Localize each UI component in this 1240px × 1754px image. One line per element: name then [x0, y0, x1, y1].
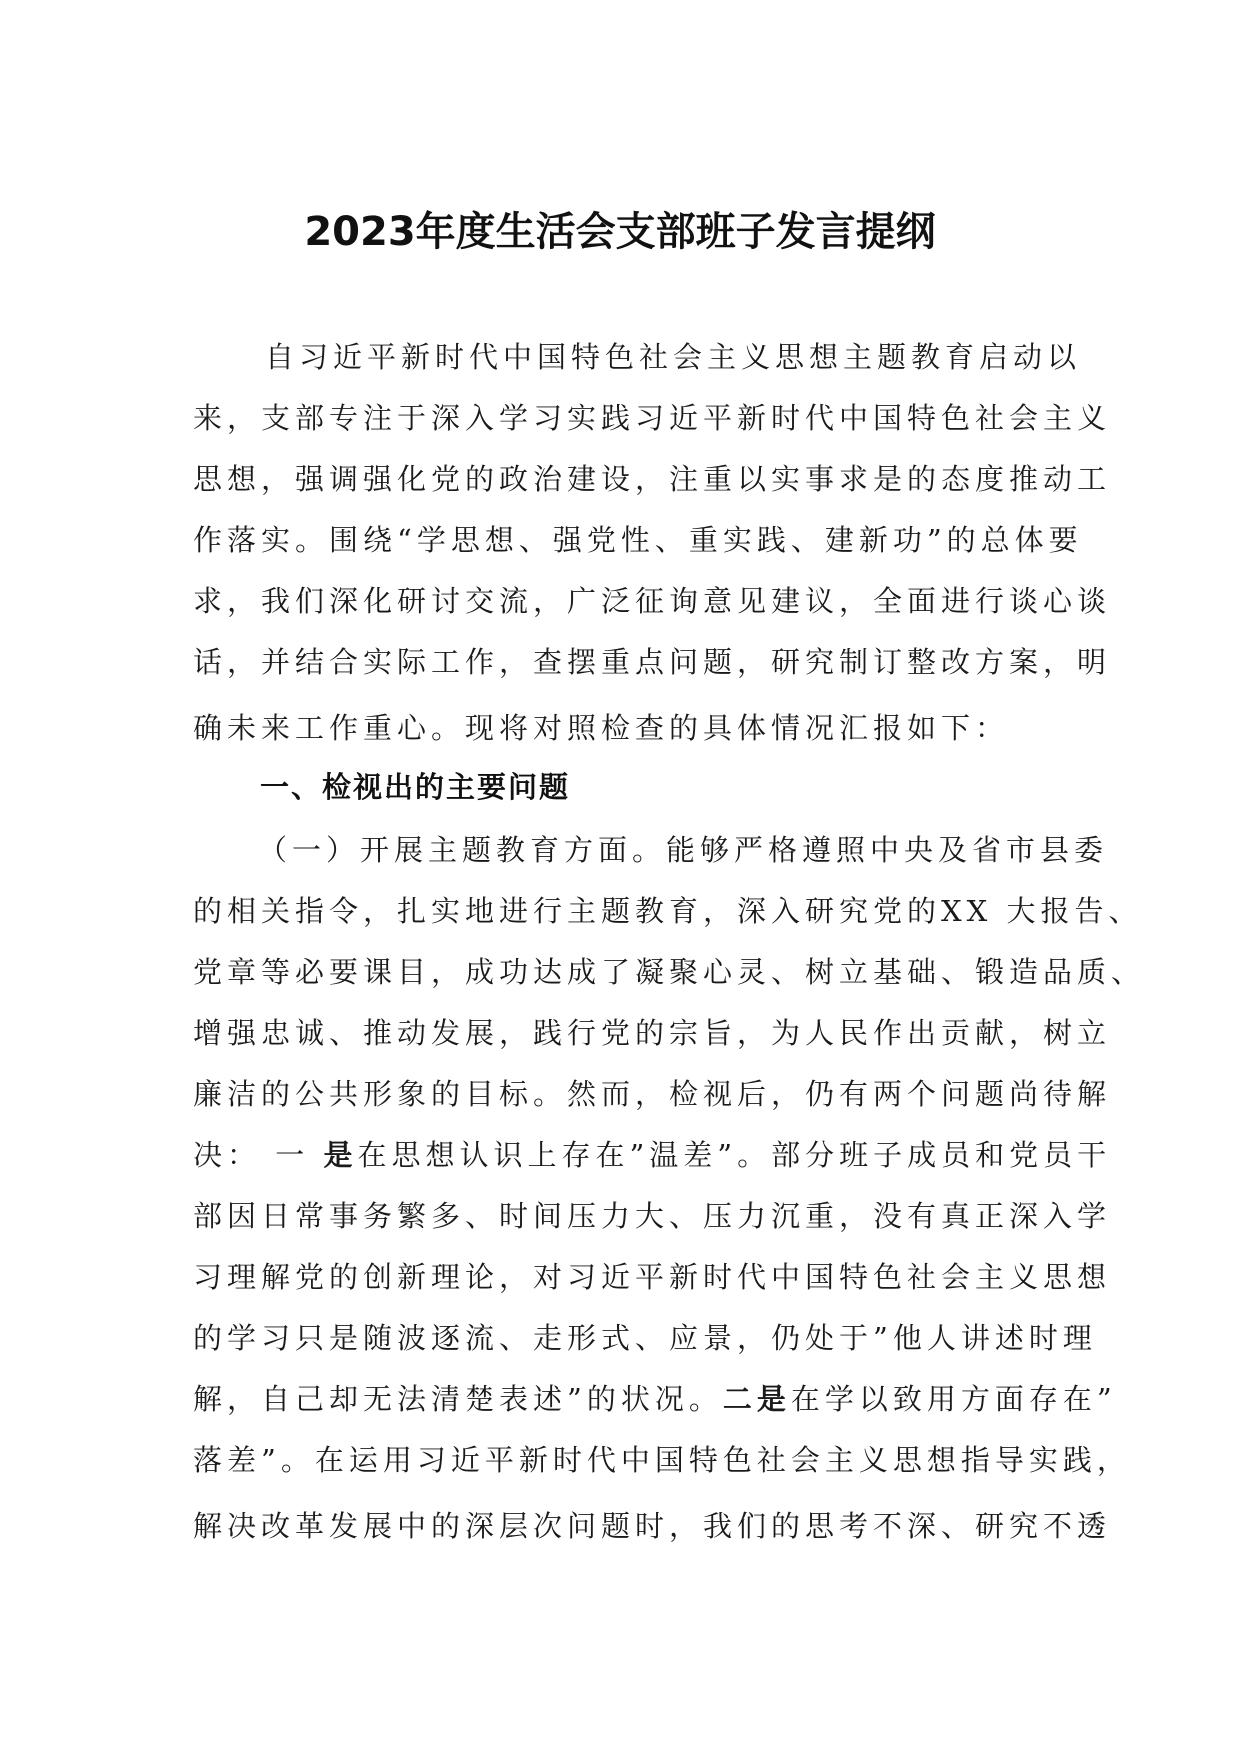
body-line-10 [193, 1381, 1117, 1417]
intro-line-1: 自习近平新时代中国特色社会主义思想主题教育启动以 [265, 340, 1082, 374]
section-heading: 一、检视出的主要问题 [260, 770, 571, 804]
intro-line-7: 确未来工作重心。现将对照检查的具体情况汇报如下： [193, 711, 1010, 745]
intro-line-2: 来，支部专注于深入学习实践习近平新时代中国特色社会主义 [193, 401, 1112, 435]
intro-line-6: 话，并结合实际工作，查摆重点问题，研究制订整改方案，明 [193, 645, 1112, 679]
body-line-6-end: 在思想认识上存在”温差”。部分班子成员和党员干 [357, 1138, 1112, 1172]
body-line-10-end: 在学以致用方面存在” [790, 1382, 1117, 1416]
body-line-12: 解决改革发展中的深层次问题时，我们的思考不深、研究不透 [193, 1509, 1112, 1543]
body-line-6-start: 决： 一 [193, 1138, 324, 1172]
intro-line-5: 求，我们深化研讨交流，广泛征询意见建议，全面进行谈心谈 [193, 584, 1112, 618]
body-line-3: 党章等必要课目，成功达成了凝聚心灵、树立基础、锻造品质、 [193, 955, 1146, 989]
body-line-8: 习理解党的创新理论，对习近平新时代中国特色社会主义思想 [193, 1260, 1112, 1294]
body-line-1: （一）开展主题教育方面。能够严格遵照中央及省市县委 [258, 833, 1109, 867]
body-line-9: 的学习只是随波逐流、走形式、应景，仍处于”他人讲述时理 [193, 1321, 1097, 1355]
body-line-5: 廉洁的公共形象的目标。然而，检视后，仍有两个问题尚待解 [193, 1077, 1112, 1111]
document-title: 2023年度生活会支部班子发言提纲 [304, 209, 936, 255]
intro-line-4: 作落实。围绕“学思想、强党性、重实践、建新功”的总体要 [193, 523, 1083, 557]
body-line-10-start: 解，自己却无法清楚表述”的状况。 [193, 1382, 723, 1416]
intro-line-3: 思想，强调强化党的政治建设，注重以实事求是的态度推动工 [193, 462, 1112, 496]
emphasis-point-one: 是 [323, 1138, 358, 1172]
emphasis-point-two: 二是 [722, 1382, 791, 1416]
body-line-2: 的相关指令，扎实地进行主题教育，深入研究党的XX 大报告、 [193, 894, 1143, 928]
body-line-6 [193, 1137, 1111, 1173]
body-line-7: 部因日常事务繁多、时间压力大、压力沉重，没有真正深入学 [193, 1199, 1112, 1233]
body-line-11: 落差”。在运用习近平新时代中国特色社会主义思想指导实践， [193, 1443, 1131, 1477]
body-line-4: 增强忠诚、推动发展，践行党的宗旨，为人民作出贡献，树立 [193, 1016, 1112, 1050]
